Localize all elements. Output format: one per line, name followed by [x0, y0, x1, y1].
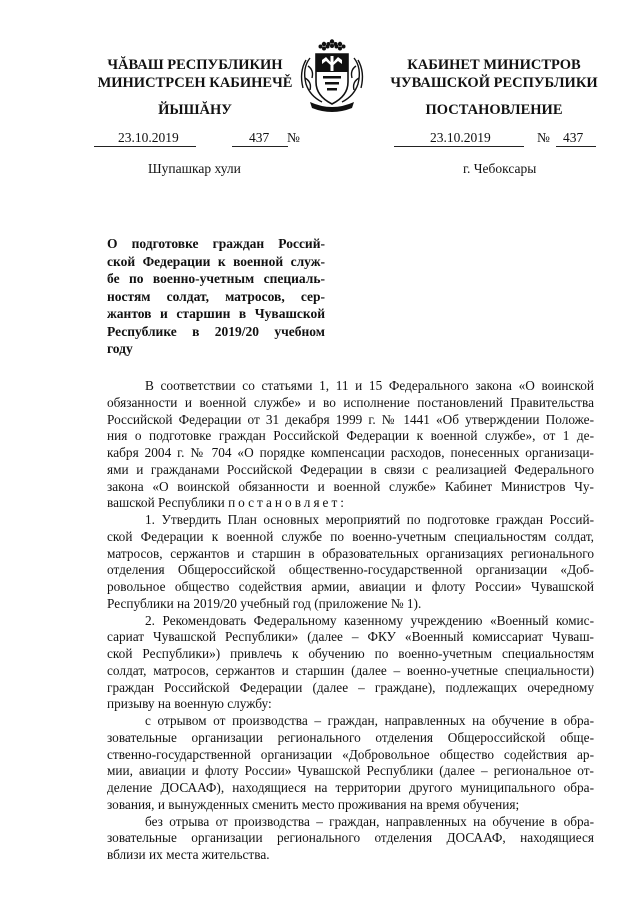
subject-line: бе по военно-учетным специаль- — [107, 271, 325, 286]
subject-line: ской Федерации к военной служ- — [107, 253, 325, 269]
place-chuvash: Шупашкар хули — [148, 161, 241, 176]
document-subject — [107, 235, 325, 358]
issuer-russian-line2: ЧУВАШСКОЙ РЕСПУБЛИКИ — [390, 75, 598, 91]
body-line: обязанности и военной службе» и во исполнение постановлений Правительства — [107, 394, 594, 410]
body-line: Российской Федерации от 31 декабря 1999 г. № 1441 «Об утверждении Положе- — [107, 411, 594, 427]
subject-line: Республике в 2019/20 учебном — [107, 323, 325, 339]
body-line: вблизи их места жительства. — [107, 847, 270, 862]
body-line: 1. Утвердить План основных мероприятий по подготовке граждан Россий- — [145, 512, 594, 527]
body-text: : — [340, 495, 344, 511]
body-line: зовательные организации регионального отделения ДОСААФ, находящиеся — [107, 830, 594, 846]
body-line: ской Республики») привлечь к обучению по военно-учетным специальностям — [107, 646, 594, 661]
coat-of-arms-emblem — [296, 38, 368, 114]
number-underline-right — [556, 146, 596, 147]
doc-type-chuvash: ЙЫШĂНУ — [158, 102, 232, 118]
document-body — [107, 378, 594, 864]
body-line: солдат, матросов, сержантов и старшин (далее – военно-учетные специальности) — [107, 662, 594, 678]
date-underline-left — [94, 146, 196, 147]
doc-type-russian: ПОСТАНОВЛЕНИЕ — [425, 102, 563, 118]
body-line: матросов, сержантов и старшин в образовательных организациях регионального — [107, 545, 594, 561]
number-sign-left: № — [287, 130, 300, 145]
doc-number-left: 437 — [249, 130, 270, 145]
body-line: ственно-государственной организации «Добровольное общество содействия ар- — [107, 746, 594, 762]
body-line: закона «О воинской обязанности и военной службе» Кабинет Министров Чу- — [107, 478, 594, 494]
body-line: В соответствии со статьями 1, 11 и 15 Федерального закона «О воинской — [145, 378, 594, 393]
body-line: кабря 2004 г. № 704 «О порядке компенсации расходов, понесенных организаци- — [107, 445, 594, 460]
body-line: без отрыва от производства – граждан, направленных на обучение в обра- — [145, 813, 594, 829]
number-underline-left — [232, 146, 288, 147]
body-line: сариат Чувашской Республики» (далее – ФКУ «Военный комиссариат Чуваш- — [107, 629, 594, 645]
issuer-chuvash-line1: ЧĂВАШ РЕСПУБЛИКИН — [107, 57, 283, 73]
body-line: с отрывом от производства – граждан, направленных на обучение в обра- — [145, 713, 594, 728]
date-underline-right — [394, 146, 524, 147]
body-line: призыву на военную службу: — [107, 696, 272, 712]
body-line: 2. Рекомендовать Федеральному казенному учреждению «Военный комис- — [145, 612, 594, 628]
body-line: граждан Российской Федерации (далее – граждане), подлежащих очередному — [107, 679, 594, 695]
body-line: отделения Общероссийской общественно-государственной организации «Доб- — [107, 562, 594, 578]
subject-line: О подготовке граждан Россий- — [107, 236, 325, 251]
body-line: зовательные организации регионального отделения Общероссийской обще- — [107, 729, 594, 745]
body-text: вашской Республики — [107, 495, 229, 511]
body-line: ской Федерации к военной службе по военно-учетным специальностям солдат, — [107, 528, 594, 544]
body-line: деление ДОСААФ), находящиеся на территории другого муниципального обра- — [107, 780, 594, 795]
subject-line: году — [107, 341, 133, 356]
subject-line: ностям солдат, матросов, сер- — [107, 288, 325, 304]
doc-date-right: 23.10.2019 — [430, 130, 491, 145]
place-russian: г. Чебоксары — [463, 161, 537, 176]
issuer-russian-line1: КАБИНЕТ МИНИСТРОВ — [407, 57, 581, 73]
body-line: ния о подготовке граждан Российской Федерации к военной службе», от 1 де- — [107, 428, 594, 444]
body-line-resolution — [107, 495, 594, 512]
resolution-keyword: постановляет — [228, 495, 341, 511]
coat-of-arms-icon — [296, 38, 368, 114]
body-line: зования, и вынужденных сменить место проживания на время обучения; — [107, 796, 520, 812]
body-line: ровольное общество содействия армии, авиации и флоту России» Чувашской — [107, 579, 594, 594]
doc-number-right: 437 — [563, 130, 584, 145]
subject-line: жантов и старшин в Чувашской — [107, 306, 325, 321]
doc-date-left: 23.10.2019 — [118, 130, 179, 145]
issuer-chuvash-line2: МИНИСТРСЕН КАБИНЕЧĚ — [97, 75, 293, 91]
body-line: Республики на 2019/20 учебный год (приложение № 1). — [107, 595, 422, 611]
body-line: мии, авиации и флоту России» Чувашской Республики (далее – региональное от- — [107, 763, 594, 779]
body-line: ями и гражданами Российской Федерации в связи с реализацией Федерального — [107, 461, 594, 477]
number-sign-right: № — [537, 130, 550, 145]
